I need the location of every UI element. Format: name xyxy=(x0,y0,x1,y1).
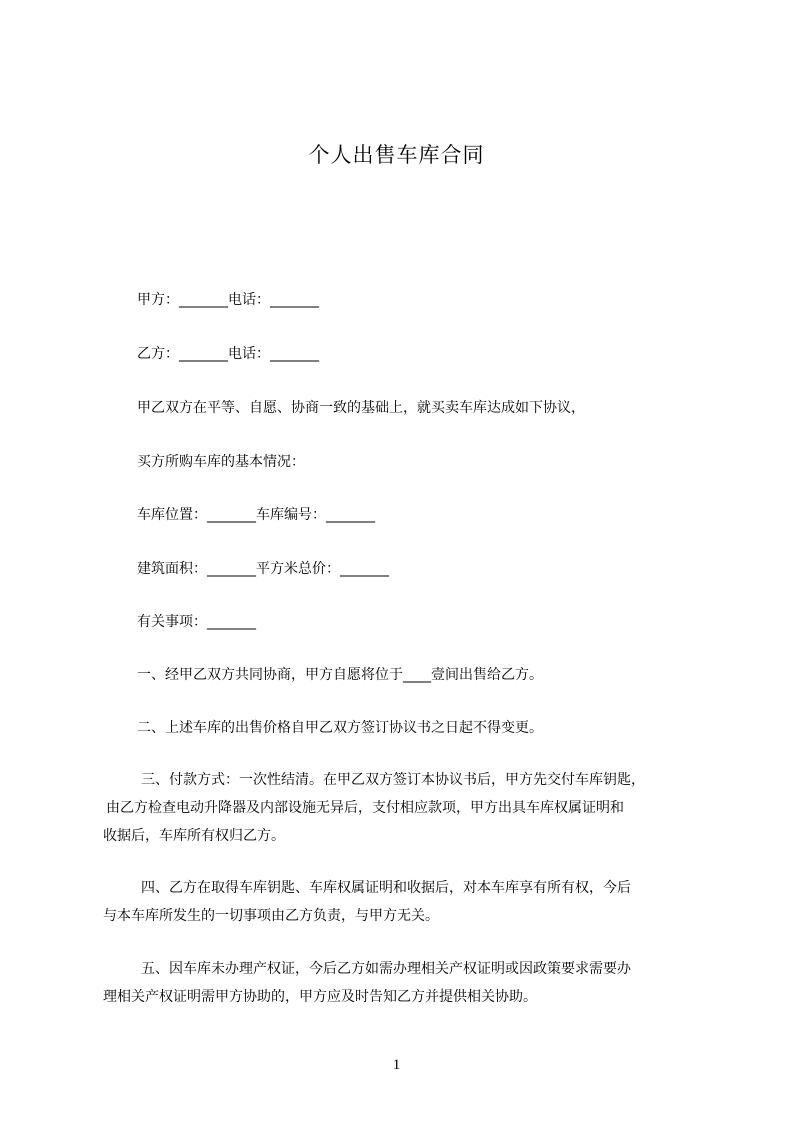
clause-5-line-2: 理相关产权证明需甲方协助的，甲方应及时告知乙方并提供相关协助。 xyxy=(103,989,537,1005)
page-number: 1 xyxy=(392,1057,401,1073)
clause-3-line-2: 由乙方检查电动升降器及内部设施无异后，支付相应款项，甲方出具车库权属证明和 xyxy=(106,800,624,816)
party-a-line: 甲方：_______电话：_______ xyxy=(137,292,319,308)
clause-1: 一、经甲乙双方共同协商，甲方自愿将位于____壹间出售给乙方。 xyxy=(137,667,543,683)
clause-4-line-2: 与本车库所发生的一切事项由乙方负责，与甲方无关。 xyxy=(103,908,439,924)
clause-4-line-1: 四、乙方在取得车库钥匙、车库权属证明和收据后，对本车库享有所有权，今后 xyxy=(141,880,631,896)
intro-paragraph: 甲乙双方在平等、自愿、协商一致的基础上，就买卖车库达成如下协议， xyxy=(137,400,585,416)
clause-5-line-1: 五、因车库未办理产权证，今后乙方如需办理相关产权证明或因政策要求需要办 xyxy=(141,961,631,977)
clause-3-line-3: 收据后，车库所有权归乙方。 xyxy=(103,828,285,844)
garage-location-line: 车库位置：_______车库编号：_______ xyxy=(137,507,375,523)
area-price-line: 建筑面积：_______平方米总价：_______ xyxy=(137,561,389,577)
clause-3-line-1: 三、付款方式：一次性结清。在甲乙双方签订本协议书后，甲方先交付车库钥匙， xyxy=(141,772,645,788)
related-matters-line: 有关事项：_______ xyxy=(137,614,256,630)
clause-2: 二、上述车库的出售价格自甲乙双方签订协议书之日起不得变更。 xyxy=(137,720,543,736)
party-b-line: 乙方：_______电话：_______ xyxy=(137,346,319,362)
basic-info-heading: 买方所购车库的基本情况： xyxy=(137,454,305,470)
document-title: 个人出售车库合同 xyxy=(308,143,485,167)
